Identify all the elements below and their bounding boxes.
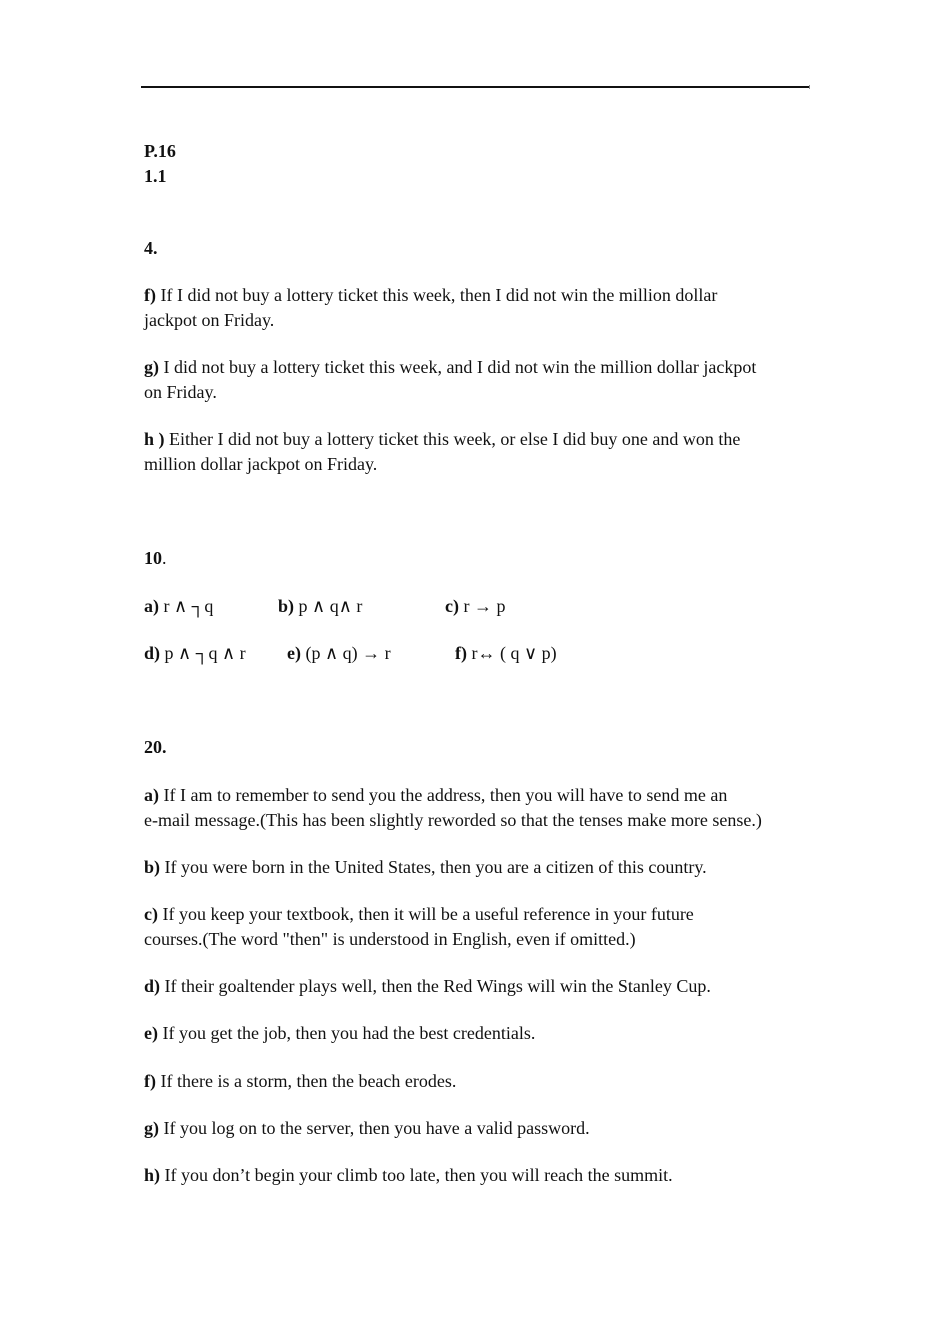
item-label: f) bbox=[144, 285, 156, 305]
item-expression: p ∧ q∧ r bbox=[298, 596, 363, 616]
item-text: If you log on to the server, then you have a valid password. bbox=[163, 1118, 590, 1138]
item-text: If there is a storm, then the beach erodes. bbox=[160, 1071, 457, 1091]
problem-20-item-d bbox=[144, 974, 711, 999]
item-expression: r → p bbox=[463, 596, 506, 616]
item-label: a) bbox=[144, 785, 159, 805]
item-label: a) bbox=[144, 596, 159, 616]
problem-20-number: 20. bbox=[144, 737, 167, 757]
header-rule-end-mark bbox=[809, 85, 810, 89]
problem-20-item-h bbox=[144, 1163, 673, 1188]
problem-10-item-b bbox=[278, 594, 362, 619]
problem-4-item-f-cont: jackpot on Friday. bbox=[144, 310, 275, 330]
item-label: e) bbox=[287, 643, 301, 663]
problem-4-item-h bbox=[144, 427, 740, 452]
item-label: c) bbox=[144, 904, 158, 924]
item-label: b) bbox=[278, 596, 295, 616]
problem-20-item-e bbox=[144, 1021, 535, 1046]
problem-10-number-suffix: . bbox=[162, 548, 167, 568]
problem-10-item-a bbox=[144, 594, 213, 619]
item-text: If you were born in the United States, then you are a citizen of this country. bbox=[164, 857, 707, 877]
item-text: If I am to remember to send you the address, then you will have to send me an bbox=[163, 785, 728, 805]
problem-4-item-g bbox=[144, 355, 756, 380]
problem-20-item-b bbox=[144, 855, 707, 880]
item-label: g) bbox=[144, 357, 159, 377]
item-text: I did not buy a lottery ticket this week, and I did not win the million dollar jackpot bbox=[163, 357, 757, 377]
item-expression: p ∧ ┐q ∧ r bbox=[164, 643, 246, 663]
item-expression: r ∧ ┐q bbox=[163, 596, 214, 616]
problem-20-item-c-cont: courses.(The word "then" is understood in English, even if omitted.) bbox=[144, 929, 636, 949]
problem-20-item-g bbox=[144, 1116, 590, 1141]
item-label: h) bbox=[144, 1165, 161, 1185]
header-rule bbox=[141, 86, 809, 88]
item-text: If you keep your textbook, then it will be a useful reference in your future bbox=[162, 904, 694, 924]
problem-4-item-g-cont: on Friday. bbox=[144, 382, 217, 402]
problem-20-item-a bbox=[144, 783, 727, 808]
problem-4-number: 4. bbox=[144, 238, 158, 258]
item-text: If you get the job, then you had the best credentials. bbox=[162, 1023, 536, 1043]
section-number: 1.1 bbox=[144, 166, 167, 186]
item-text: Either I did not buy a lottery ticket this week, or else I did buy one and won the bbox=[169, 429, 741, 449]
page-label: P.16 bbox=[144, 141, 176, 161]
item-label: f) bbox=[144, 1071, 156, 1091]
problem-20-item-c bbox=[144, 902, 694, 927]
item-text: If you don’t begin your climb too late, then you will reach the summit. bbox=[164, 1165, 673, 1185]
problem-10-item-e bbox=[287, 641, 391, 666]
problem-10-item-f bbox=[455, 641, 557, 666]
item-label: c) bbox=[445, 596, 459, 616]
problem-4-item-f bbox=[144, 283, 717, 308]
problem-10-number bbox=[144, 546, 167, 571]
item-expression: r↔ ( q ∨ p) bbox=[471, 643, 557, 663]
item-expression: (p ∧ q) → r bbox=[305, 643, 391, 663]
item-label: d) bbox=[144, 643, 161, 663]
problem-20-item-f bbox=[144, 1069, 456, 1094]
problem-10-item-c bbox=[445, 594, 505, 619]
item-label: h ) bbox=[144, 429, 165, 449]
problem-10-number-digits: 10 bbox=[144, 548, 162, 568]
item-label: f) bbox=[455, 643, 467, 663]
item-label: g) bbox=[144, 1118, 159, 1138]
item-text: If their goaltender plays well, then the Red Wings will win the Stanley Cup. bbox=[164, 976, 711, 996]
problem-10-item-d bbox=[144, 641, 246, 666]
item-label: e) bbox=[144, 1023, 158, 1043]
problem-20-item-a-cont: e-mail message.(This has been slightly reworded so that the tenses make more sense.) bbox=[144, 810, 762, 830]
item-label: b) bbox=[144, 857, 161, 877]
item-label: d) bbox=[144, 976, 161, 996]
item-text: If I did not buy a lottery ticket this week, then I did not win the million dollar bbox=[160, 285, 718, 305]
problem-4-item-h-cont: million dollar jackpot on Friday. bbox=[144, 454, 378, 474]
